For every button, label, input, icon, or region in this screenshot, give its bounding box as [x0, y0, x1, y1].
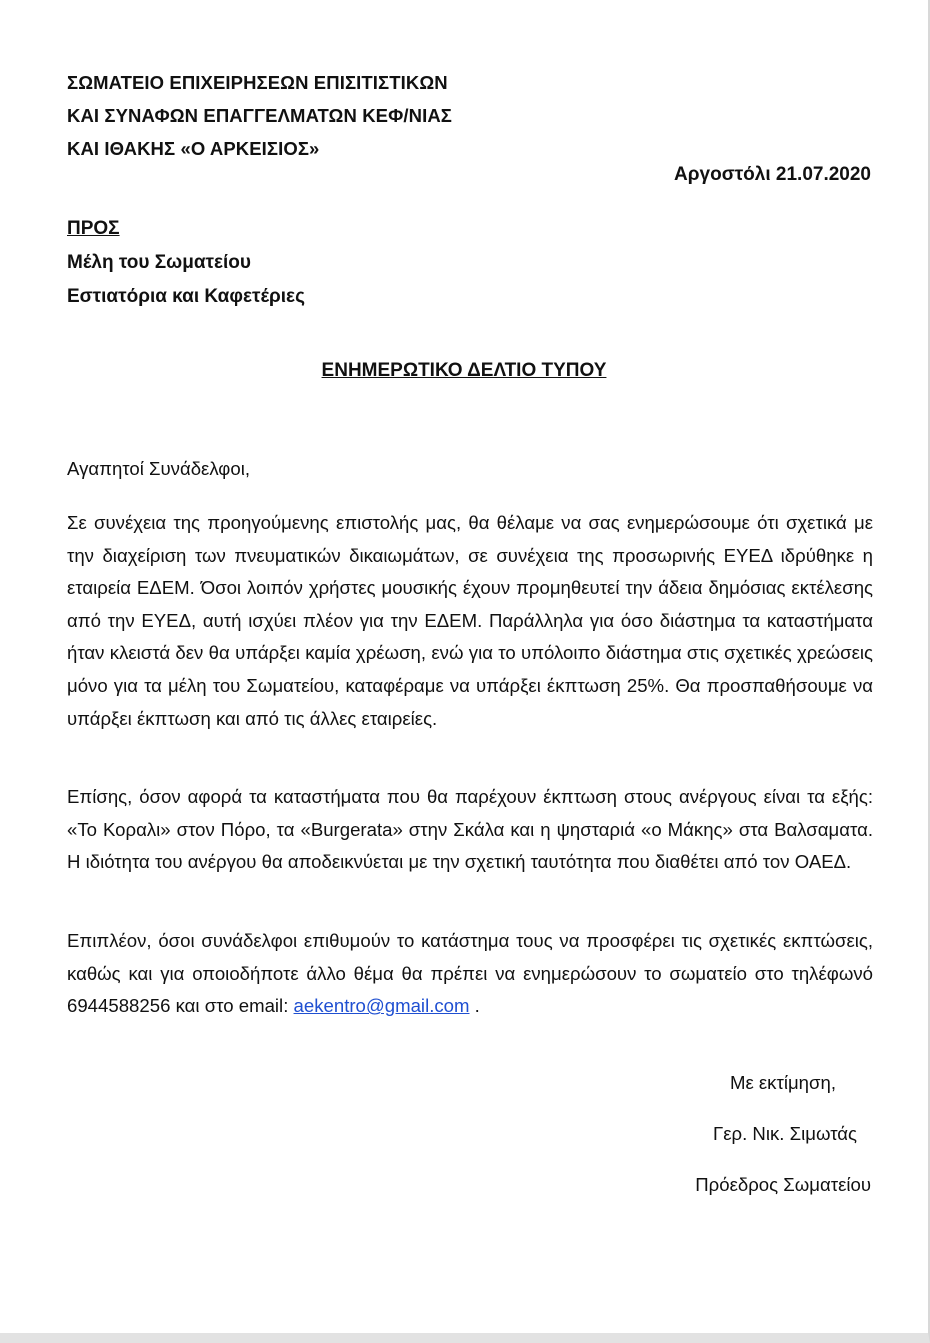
signer-name: Γερ. Νικ. Σιμωτάς — [712, 1123, 857, 1144]
greeting: Αγαπητοί Συνάδελφοι, — [67, 458, 251, 479]
paragraph-3 — [67, 925, 873, 1023]
closing-regards: Με εκτίμηση, — [729, 1072, 836, 1093]
paragraph-3-text — [67, 925, 873, 1023]
recipient-line-2: Εστιατόρια και Καφετέριες — [67, 286, 305, 307]
paragraph-1 — [67, 507, 873, 735]
org-line-3: ΚΑΙ ΙΘΑΚΗΣ «Ο ΑΡΚΕΙΣΙΟΣ» — [67, 138, 320, 159]
paragraph-1-text: Σε συνέχεια της προηγούμενης επιστολής μας, θα θέλαμε να σας ενημερώσουμε ότι σχετικά με την διαχείριση των πνευματικών δικαιωμάτων, σε συνέχεια της προσωρινής ΕΥΕΔ ιδρύθηκε η εταιρεία ΕΔΕΜ. Όσοι λοιπόν χρήστες μουσικής έχουν προμηθευτεί την άδεια δημόσιας εκτέλεσης από την ΕΥΕΔ, αυτή ισχύει πλέον για την ΕΔΕΜ. Παράλληλα για όσο διάστημα τα καταστήματα ήταν κλειστά δεν θα υπάρξει καμία χρέωση, ενώ για το υπόλοιπο διάστημα στις σχετικές χρεώσεις μόνο για τα μέλη του Σωματείου, καταφέραμε να υπάρξει έκπτωση 25%. Θα προσπαθήσουμε να υπάρξει έκπτωση και από τις άλλες εταιρείες. — [67, 512, 873, 729]
paragraph-2 — [67, 781, 873, 879]
recipient-label: ΠΡΟΣ — [67, 218, 120, 239]
recipient-line-1: Μέλη του Σωματείου — [67, 252, 251, 273]
organization-header — [67, 66, 452, 165]
org-line-2: ΚΑΙ ΣΥΝΑΦΩΝ ΕΠΑΓΓΕΛΜΑΤΩΝ ΚΕΦ/ΝΙΑΣ — [67, 105, 452, 126]
org-line-1: ΣΩΜΑΤΕΙΟ ΕΠΙΧΕΙΡΗΣΕΩΝ ΕΠΙΣΙΤΙΣΤΙΚΩΝ — [67, 72, 448, 93]
document-date: Αργοστόλι 21.07.2020 — [674, 164, 871, 185]
paragraph-3-end: . — [469, 995, 480, 1017]
email-link[interactable]: aekentro@gmail.com — [293, 995, 470, 1017]
document-title: ΕΝΗΜΕΡΩΤΙΚΟ ΔΕΛΤΙΟ ΤΥΠΟΥ — [321, 360, 607, 381]
paragraph-2-text: Επίσης, όσον αφορά τα καταστήματα που θα παρέχουν έκπτωση στους ανέργους είναι τα εξής: «Το Κοραλι» στον Πόρο, τα «Burgerata» στην Σκάλα και η ψησταριά «ο Μάκης» στα Βαλσαματα. Η ιδιότητα του ανέργου θα αποδεικνύεται με την σχετική ταυτότητα που διαθέτει από τον ΟΑΕΔ. — [67, 786, 873, 873]
signer-role: Πρόεδρος Σωματείου — [695, 1174, 871, 1195]
paragraph-3-body: Επιπλέον, όσοι συνάδελφοι επιθυμούν το κατάστημα τους να προσφέρει τις σχετικές εκπτώσεις, καθώς και για οποιοδήποτε άλλο θέμα θα πρέπει να ενημερώσουν το σωματείο στο τηλέφωνό 6944588256 και στο email: — [67, 930, 873, 1017]
recipient-block — [67, 212, 305, 314]
